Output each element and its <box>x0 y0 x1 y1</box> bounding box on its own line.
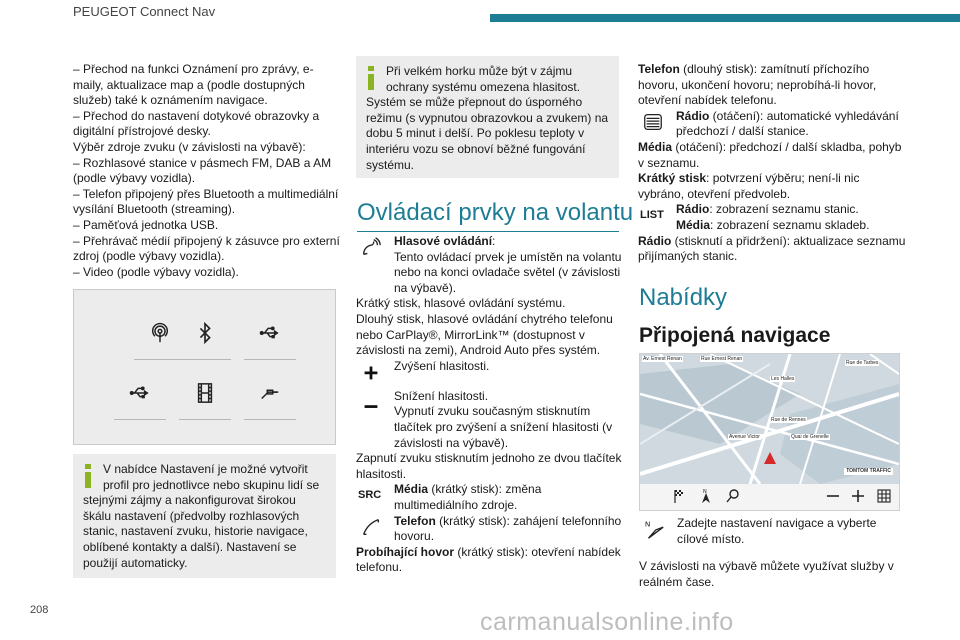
map-label: Avenue Victor <box>729 434 760 440</box>
thumbwheel-icon <box>642 111 664 133</box>
voice-line: Krátký stisk, hlasové ovládání systému. <box>356 296 566 311</box>
vol-down-text: Vypnutí zvuku současným stisknutím tlačítek pro zvýšení a snížení hlasitosti (v závislosti na výbavě). <box>394 404 613 450</box>
tel-text: (dlouhý stisk): zamítnutí příchozího hovoru, ukončení hovoru; neprobíhá-li hovor, otevření nabídek telefonu. <box>638 62 877 108</box>
connected-navigation-title: Připojená navigace <box>639 324 831 347</box>
list-label: LIST <box>640 209 664 222</box>
svg-text:N: N <box>644 519 651 529</box>
phone-text: (krátký stisk): zahájení telefonního hovoru. <box>394 513 622 544</box>
section-title: Ovládací prvky na volantu <box>357 199 634 226</box>
navigation-north-icon <box>643 518 665 540</box>
text-line: – Paměťová jednotka USB. <box>73 217 219 232</box>
info-icon <box>83 464 93 490</box>
radio-text: (stisknutí a přidržení): aktualizace seznamu přijímaných stanic. <box>638 233 906 264</box>
zoom-in-icon[interactable] <box>850 488 866 509</box>
map-label: Av. Ernest Renan <box>643 356 682 362</box>
vol-down-text: Zapnutí zvuku stisknutím jednoho ze dvou tlačítek hlasitosti. <box>356 451 622 481</box>
phone-label: Telefon <box>394 513 436 528</box>
header-bar <box>490 14 960 22</box>
audio-source-icons-panel <box>73 289 336 445</box>
tel-label: Telefon <box>638 62 680 76</box>
usb-icon <box>244 312 296 360</box>
radio-label: Rádio <box>676 202 710 217</box>
map-toolbar <box>640 484 899 510</box>
call-label: Probíhající hovor <box>356 544 455 559</box>
info-box-heat <box>356 56 619 178</box>
column-1 <box>73 62 341 280</box>
radio-label: Rádio <box>638 233 672 248</box>
text-line: – Přechod na funkci Oznámení pro zprávy, e-maily, aktualizace map a (podle dostupných služeb) také k oznámením navigace. <box>73 62 314 108</box>
menu-grid-icon[interactable] <box>876 488 892 509</box>
radio-label: Rádio <box>676 108 710 123</box>
media-text: (otáčení): předchozí / další skladba, pohyb v seznamu. <box>638 139 902 170</box>
navigation-screenshot <box>639 353 900 511</box>
media-text: (krátký stisk): změna multimediálního zdroje. <box>394 482 542 512</box>
info-text: V nabídce Nastavení je možné vytvořit profil pro jednotlivce nebo skupinu lidí se stejnými zájmy a nakonfigurovat širokou škálu nastavení (předvolby rozhlasových stanic, nastavení zvuku, historie navigace, oblíbené kontakty a další). Nastavení se použijí automaticky. <box>83 462 320 570</box>
voice-colon: : <box>492 234 496 248</box>
column-3 <box>638 62 906 265</box>
nav-line: V závislosti na výbavě můžete využívat služby v reálném čase. <box>639 559 894 589</box>
search-icon[interactable] <box>725 488 741 509</box>
svg-text:N: N <box>703 489 707 495</box>
navigation-text <box>639 516 907 602</box>
aux-jack-icon <box>244 372 296 420</box>
minus-icon <box>360 391 382 413</box>
header-title: PEUGEOT Connect Nav <box>73 4 216 19</box>
destination-flag-icon[interactable] <box>672 488 688 509</box>
map-label: Rue de Tarbes <box>846 360 879 366</box>
src-label: SRC <box>358 489 382 502</box>
watermark: carmanualsonline.info <box>480 608 734 636</box>
media-label: Média <box>394 482 429 497</box>
info-text: Při velkém horku může být v zájmu ochrany systému omezena hlasitost. Systém se může přepnout do úsporného režimu (s vypnutou obrazovkou a zvukem) na dobu 5 minut i delší. Po poklesu teploty v interiéru vozu se obnoví běžné fungování systému. <box>366 64 609 172</box>
zoom-out-icon[interactable] <box>825 488 841 509</box>
plus-icon <box>360 361 382 383</box>
info-icon <box>366 66 376 92</box>
video-film-icon <box>179 372 231 420</box>
short-press-text: : potvrzení výběru; není-li nic vybráno, otevření předvoleb. <box>638 171 860 201</box>
vol-down-text: Snížení hlasitosti. <box>394 388 489 403</box>
short-press-label: Krátký stisk <box>638 171 707 186</box>
map-label: Rue de Rennes <box>771 417 806 423</box>
media-label: Média <box>638 139 673 154</box>
voice-label: Hlasové ovládání <box>394 234 493 248</box>
tomtom-logo: TOMTOM TRAFFIC <box>846 468 891 474</box>
usb-icon <box>114 372 166 420</box>
text-line: Výběr zdroje zvuku (v závislosti na výbavě): <box>73 139 306 154</box>
map-label: Rue Ernest Renan <box>701 356 743 362</box>
text-line: – Přechod do nastavení dotykové obrazovky a digitální přístrojové desky. <box>73 108 320 139</box>
media-text: : zobrazení seznamu skladeb. <box>710 217 870 232</box>
voice-control-icon <box>360 236 382 258</box>
menus-title: Nabídky <box>639 284 728 311</box>
section-divider <box>357 231 619 232</box>
bluetooth-icon <box>179 312 231 360</box>
phone-icon <box>360 516 382 538</box>
map-label: Quai de Grenelle <box>791 434 829 440</box>
steering-controls-text <box>356 234 624 576</box>
radio-text: : zobrazení seznamu stanic. <box>709 202 859 217</box>
media-label: Média <box>676 217 711 232</box>
voice-line: Dlouhý stisk, hlasové ovládání chytrého telefonu nebo CarPlay®, MirrorLink™ (dostupnost v závislosti na zemi), Android Auto přes systém. <box>356 311 613 358</box>
map-label: Les Halles <box>771 376 795 382</box>
compass-north-icon[interactable] <box>698 488 714 509</box>
page-number: 208 <box>30 604 49 616</box>
voice-line: Tento ovládací prvek je umístěn na volantu nebo na konci ovladače světel (v závislosti na výbavě). <box>394 249 622 295</box>
text-line: – Rozhlasové stanice v pásmech FM, DAB a AM (podle výbavy vozidla). <box>73 155 332 186</box>
call-text: (krátký stisk): otevření nabídek telefonu. <box>356 544 621 575</box>
text-line: – Telefon připojený přes Bluetooth a multimediální vysílání Bluetooth (streaming). <box>73 186 339 217</box>
radio-text: (otáčení): automatické vyhledávání předchozí / další stanice. <box>676 108 899 139</box>
vol-up-text: Zvýšení hlasitosti. <box>394 358 490 373</box>
text-line: – Video (podle výbavy vozidla). <box>73 264 239 279</box>
info-box-profiles <box>73 454 336 578</box>
map-view <box>640 354 899 484</box>
nav-line: Zadejte nastavení navigace a vyberte cílové místo. <box>677 516 877 546</box>
text-line: – Přehrávač médií připojený k zásuvce pro externí zdroj (podle výbavy vozidla). <box>73 233 340 264</box>
